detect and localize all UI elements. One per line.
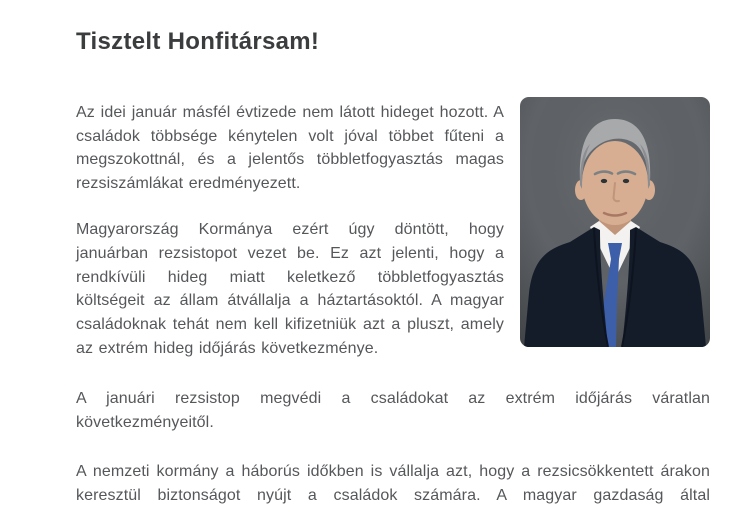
- letter-text-column: [76, 101, 504, 361]
- portrait-photo: [520, 97, 710, 347]
- letter-paragraph-4: A nemzeti kormány a háborús időkben is vállalja azt, hogy a rezsicsökkentett árakon keresztül biztonságot nyújt a családok számára. A magyar gazdaság által: [76, 463, 710, 505]
- letter-paragraph-3: A januári rezsistop megvédi a családokat az extrém időjárás váratlan következményeitől.: [76, 389, 710, 431]
- viktor-orban-portrait-illustration: [520, 97, 710, 347]
- eye-right: [623, 179, 629, 183]
- letter-paragraph-2: Magyarország Kormánya ezért úgy döntött, hogy januárban rezsistopot vezet be. Ez azt jelenti, hogy a rendkívüli hideg miatt keletkező többletfogyasztás költségeit az állam átvállalja a háztartásoktól. A magyar családoknak tehát nem kell kifizetniük azt a pluszt, amely az extrém hideg időjárás következménye.: [76, 220, 504, 357]
- page-title: Tisztelt Honfitársam!: [76, 28, 320, 55]
- eye-left: [601, 179, 607, 183]
- letter-top-section: [76, 101, 710, 361]
- letter-paragraph-1: Az idei január másfél évtizede nem látott hideget hozott. A családok többsége kénytelen volt jóval többet fűteni a megszokottnál, és a jelentős többletfogyasztás magas rezsiszámlákat eredményezett.: [76, 103, 504, 193]
